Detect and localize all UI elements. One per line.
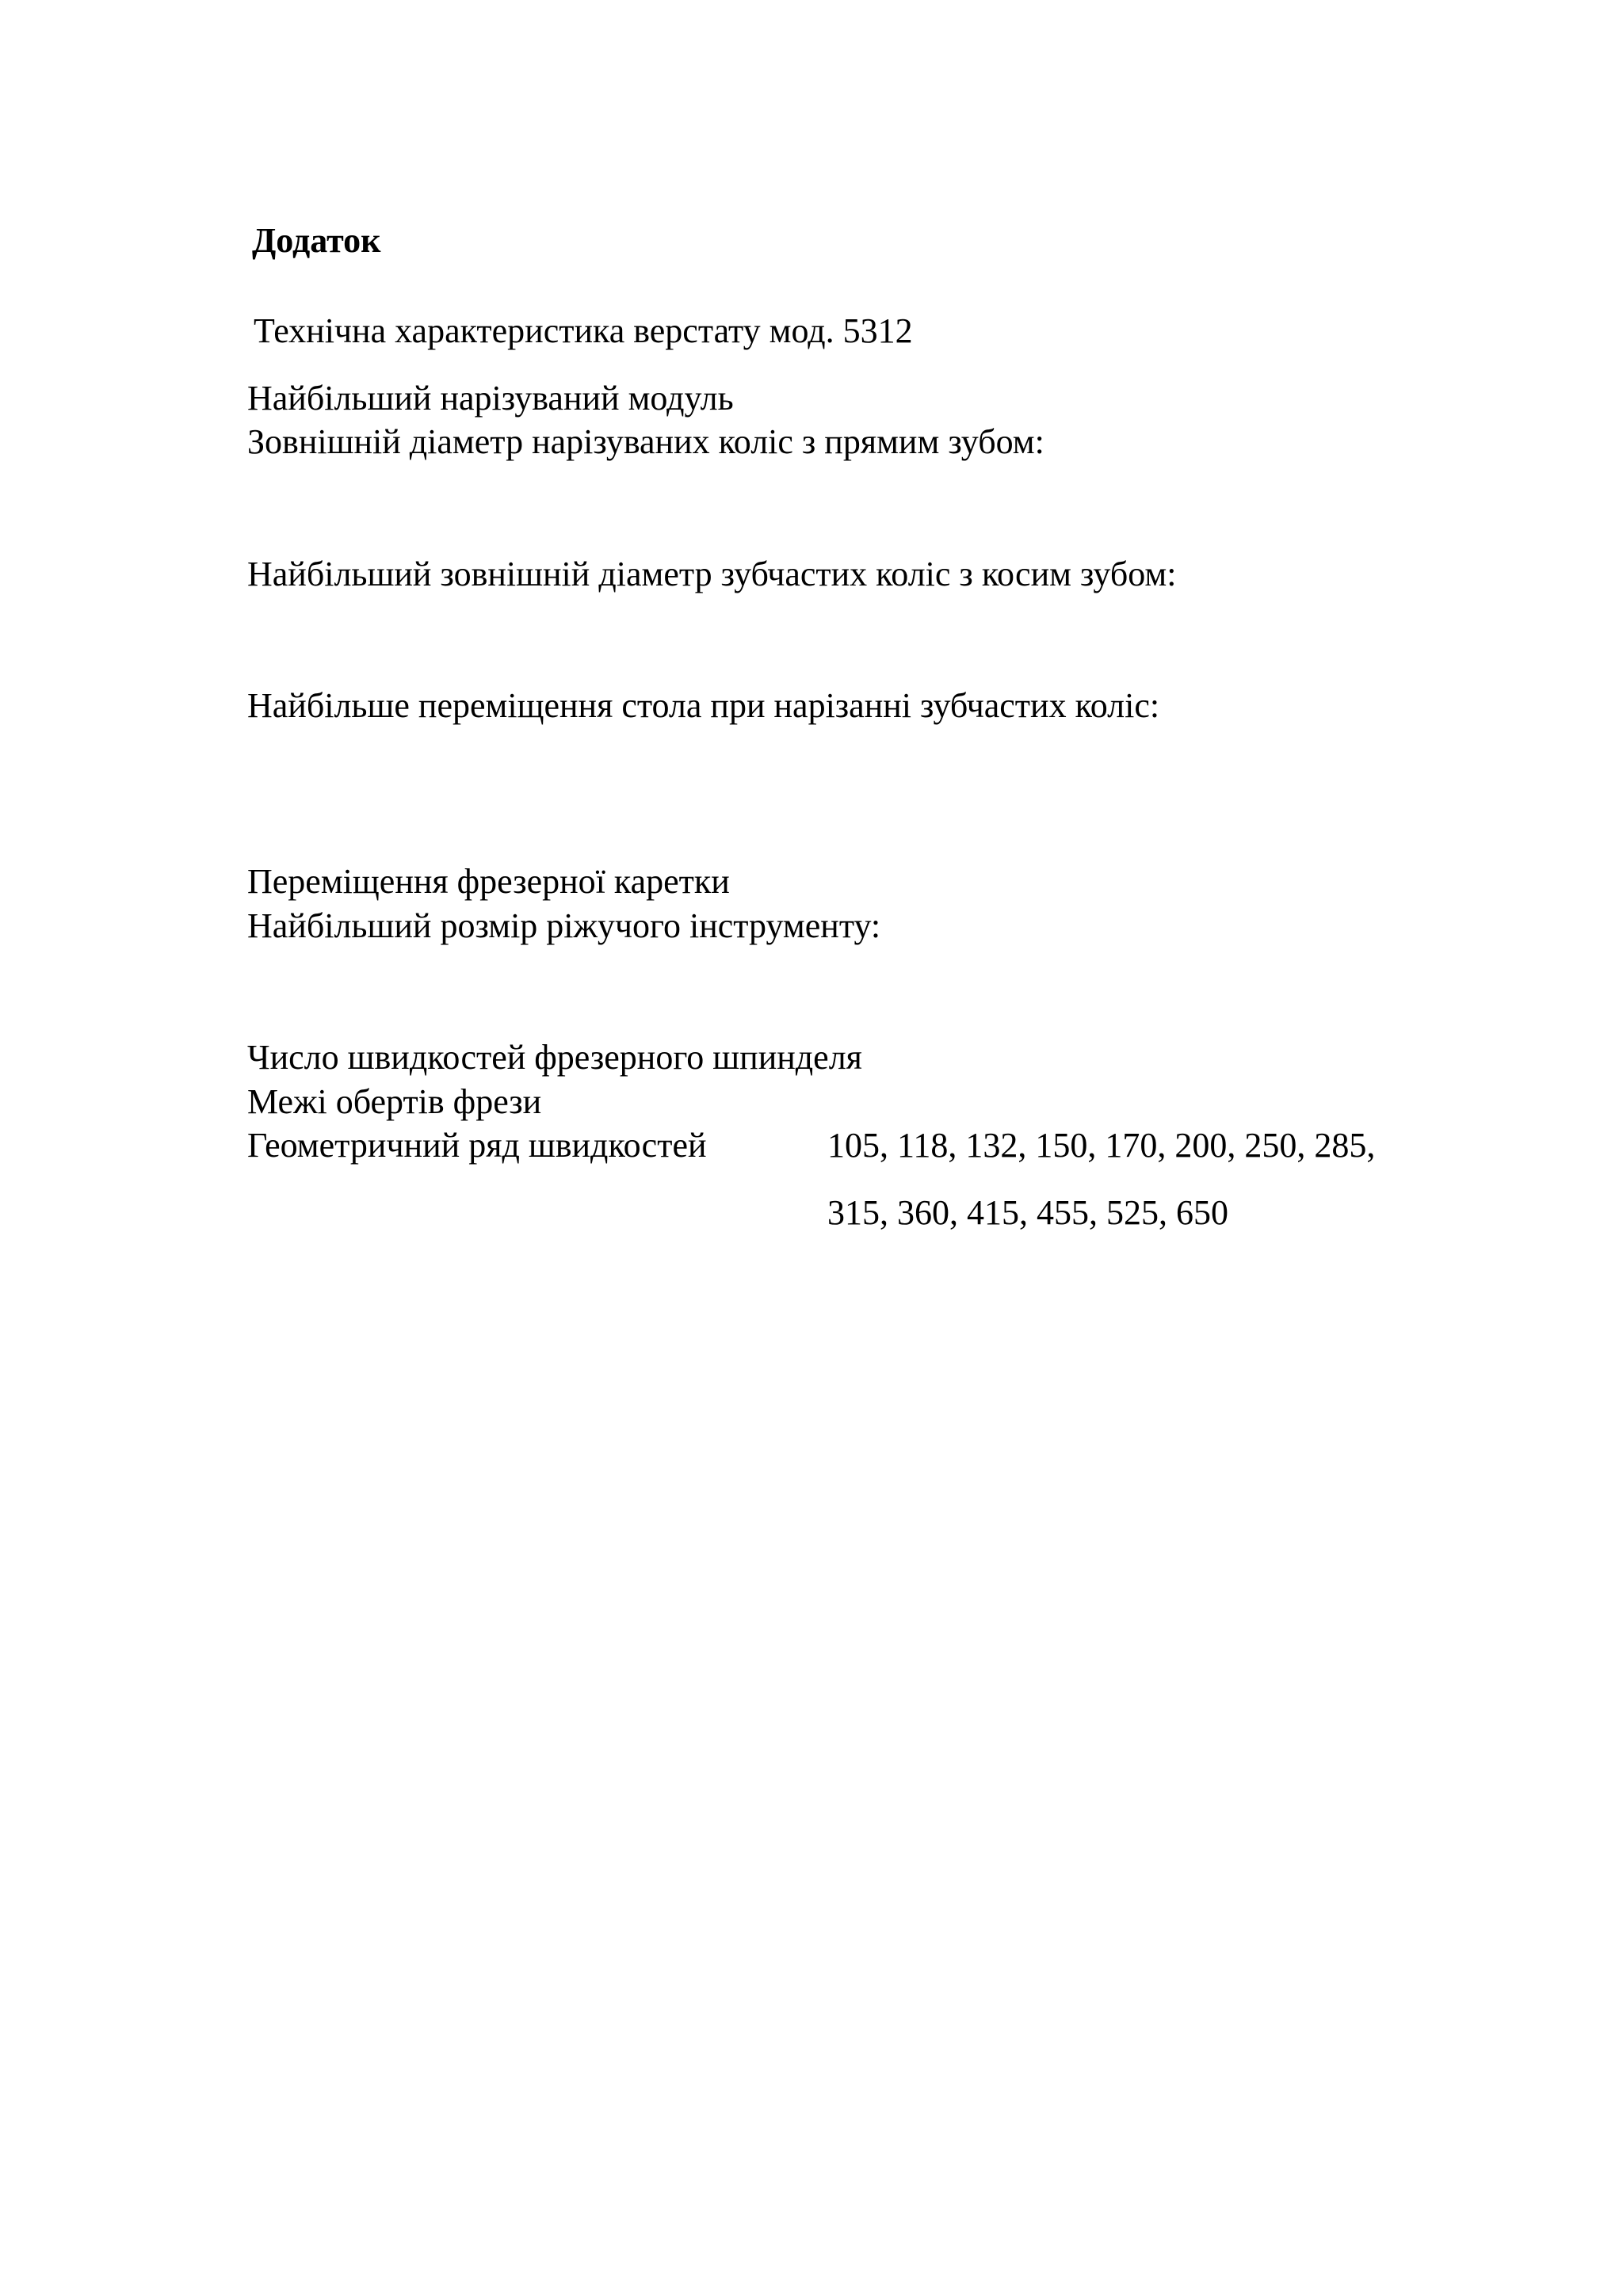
spec-label: Найбільший розмір ріжучого інструменту: — [247, 906, 881, 945]
appendix-heading: Додаток — [252, 221, 381, 260]
spec-label: Геометричний ряд швидкостей — [247, 1126, 707, 1165]
spec-label: Найбільший зовнішній діаметр зубчастих коліс з косим зубом: — [247, 555, 1177, 593]
spec-label: Переміщення фрезерної каретки — [247, 862, 730, 901]
spec-subtitle: Технічна характеристика верстату мод. 5312 — [254, 311, 913, 350]
spec-label: Зовнішній діаметр нарізуваних коліс з прямим зубом: — [247, 422, 1044, 461]
speed-series: 105, 118, 132, 150, 170, 200, 250, 285, — [827, 1126, 1376, 1165]
spec-label: Найбільше переміщення стола при нарізанні зубчастих коліс: — [247, 686, 1160, 725]
spec-label: Число швидкостей фрезерного шпинделя — [247, 1038, 862, 1077]
spec-label: Найбільший нарізуваний модуль — [247, 379, 734, 418]
speed-series: 315, 360, 415, 455, 525, 650 — [827, 1193, 1228, 1232]
spec-label: Межі обертів фрези — [247, 1082, 542, 1121]
